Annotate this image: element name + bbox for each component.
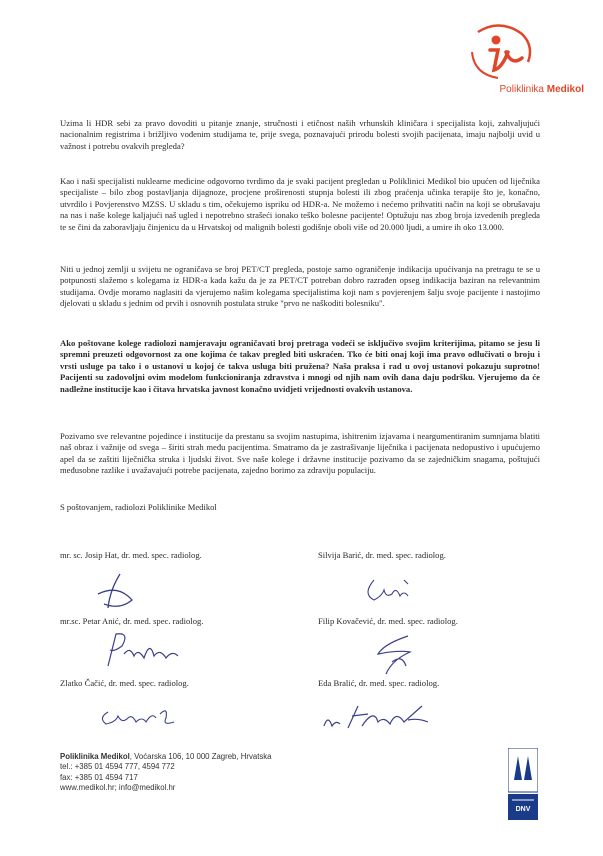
footer-company: Poliklinika Medikol: [60, 752, 130, 761]
logo-mark-icon: [460, 22, 540, 82]
paragraph-3: Niti u jednoj zemlji u svijetu ne ograničava se broj PET/CT pregleda, postoje samo ograničenje indikacija upućivanja na pretragu te se u potpunosti slažemo s kolegama iz HDR-a kada kažu da je za PET/CT potreban dobro razrađen opseg indikacija baziran na relevantnim studijama. Ovdje moramo naglasiti da vjerujemo našim kolegama specijalistima koji nam s povjerenjem šalju svoje pacijente i nastojimo djelovati u skladu s jednim od prvih i osnovnih postulata struke "prvo ne naškoditi bolesniku".: [60, 264, 540, 309]
footer-fax: fax: +385 01 4594 717: [60, 772, 138, 782]
signatory-1: mr. sc. Josip Hat, dr. med. spec. radiolog.: [60, 550, 202, 560]
footer-web: www.medikol.hr; info@medikol.hr: [60, 783, 176, 793]
signature-baric: [360, 574, 420, 610]
company-logo: [440, 22, 584, 102]
signatory-4: Filip Kovačević, dr. med. spec. radiolog.: [318, 616, 458, 626]
paragraph-2: Kao i naši specijalisti nuklearne medicine odgovorno tvrdimo da je svaki pacijent pregledan u Poliklinici Medikol bio upućen od liječnika specijaliste – bilo zbog postavljanja dijagnoze, procjene proširenosti stupnja bolesti ili zbog praćenja učinka terapije što je, konačno, utvrdilo i Povjerenstvo MZSS. U skladu s tim, očekujemo ispriku od HDR-a. Ne možemo i nećemo prihvatiti način na koji se obrušavaju na nas i naše kolege kaljajući naš ugled i nepotrebno strašeći ionako teško bolesne pacijente! Optužuju nas zbog broja izvedenih pregleda te se čini da zaboravljaju činjenicu da u Hrvatskoj od malignih bolesti godišnje oboli više od 20.000 ljudi, a umire ih oko 13.000.: [60, 176, 540, 232]
signature-anic: [100, 630, 190, 670]
paragraph-1: Uzima li HDR sebi za pravo dovoditi u pitanje znanje, stručnosti i etičnost naših vrhunskih kliničara i specijalista koji, zahvaljujući nacionalnim registrima i brižljivo vođenim studijama te, prije svega, poznavajući prirodu bolesti svojih pacijenata, imaju najbolji uvid u važnost i potrebu ovakvih pregleda?: [60, 118, 540, 151]
logo-name-1: Poliklinika: [499, 84, 544, 95]
logo-name-2: Medikol: [546, 84, 584, 95]
signatory-2: Silvija Barić, dr. med. spec. radiolog.: [318, 550, 446, 560]
paragraph-4-bold: Ako poštovane kolege radiolozi namjeravaju ograničavati broj pretraga vodeći se isključivo svojim kriterijima, pitamo se jesu li spremni preuzeti odgovornost za one kojima će takav pregled biti uskraćen. Tko će biti onaj koji ima pravo odlučivati o broju i vrsti usluge pa tako i o ustanovi u kojoj će takva usluga biti pružena? Naša praksa i rad u ovoj ustanovi pokazuju suprotno! Pacijenti su zadovoljni ovim modelom funkcioniranja zdravstva i mnogi od njih nam ovih dana daju podršku. Vjerujemo da će nadležne institucije kao i čitava hrvatska javnost konačno uvidjeti vrijednosti ovakvih ustanova.: [60, 338, 540, 394]
signature-bralic: [318, 700, 438, 734]
footer: [60, 752, 272, 794]
footer-address: , Voćarska 106, 10 000 Zagreb, Hrvatska: [129, 752, 272, 761]
footer-tel: tel.: +385 01 4594 777, 4594 772: [60, 762, 175, 772]
salutation: S poštovanjem, radiolozi Poliklinike Medikol: [60, 502, 217, 512]
signatory-5: Zlatko Čačić, dr. med. spec. radiolog.: [60, 678, 189, 688]
signature-kovacevic: [368, 632, 418, 676]
certification-label: DNV: [515, 806, 531, 813]
paragraph-5: Pozivamo sve relevantne pojedince i institucije da prestanu sa svojim nastupima, ishitrenim izjavama i neargumentiranim sumnjama blatiti naš obraz i važnije od svega – širiti strah među pacijentima. Smatramo da je zastrašivanje liječnika i pacijenata nedopustivo i upućujemo apel da se zaštiti liječnička struka i ljudski život. Sve naše kolege i državne institucije pozivamo da se zajedničkim snagama, poštujući međusobne razlike i uvažavajući potrebe pacijenata, zajedno borimo za zdraviju populaciju.: [60, 431, 540, 476]
logo-text: [444, 84, 584, 95]
signature-cacic: [96, 696, 186, 732]
signature-hat: [90, 570, 140, 612]
signatory-3: mr.sc. Petar Anić, dr. med. spec. radiolog.: [60, 616, 204, 626]
footer-address-line: [60, 752, 272, 762]
signatory-6: Eda Bralić, dr. med. spec. radiolog.: [318, 678, 440, 688]
certification-badge: [508, 748, 538, 820]
